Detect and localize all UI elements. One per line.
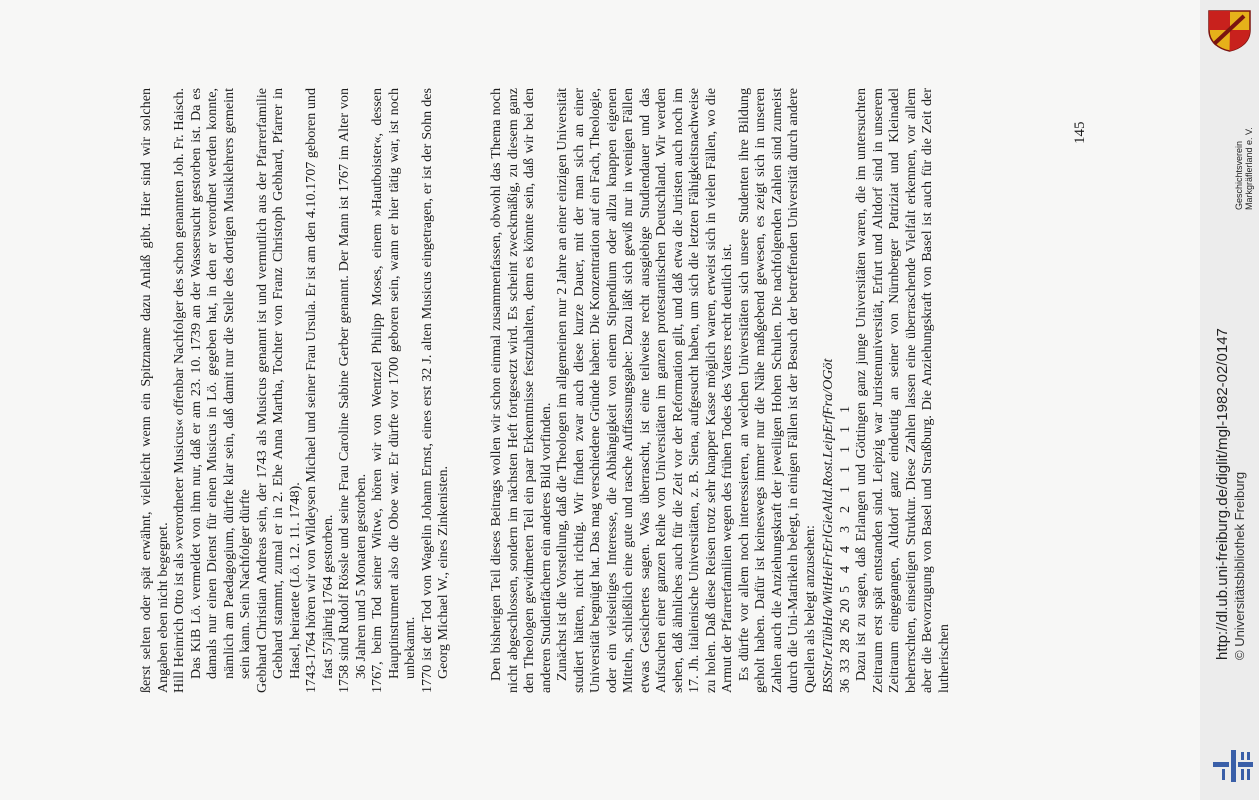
table-header: Ha/Wit [820,586,836,627]
table-cell: 1 [836,445,853,453]
table-header: Erf [820,414,836,433]
table-cell: 20 [836,598,853,613]
table-cell: 1 [836,425,853,433]
table-header: Rost. [820,458,836,487]
table-header: Göt [820,358,836,380]
source-url-link[interactable]: http://dl.ub.uni-freiburg.de/diglit/mgl-1982-02/0147 [1214,328,1231,660]
society-line: Geschichtsverein [1234,140,1244,210]
university-header-row [820,358,837,693]
table-cell: 28 [836,638,853,653]
table-cell: 1 [836,485,853,493]
table-cell: 33 [836,658,853,673]
entry-wagelin: 1770 ist der Tod von Wagelin Johann Ernst, eines erst 32 J. alten Musicus eingetragen, er ist der Sohn des Georg Michael W., eines Zinkenisten. [418,88,451,693]
table-cell: 4 [836,545,853,553]
table-header: Fra/O [820,379,836,415]
paragraph: Es dürfte vor allem noch interessieren, an welchen Universitäten sich unsere Studenten ihre Bildung geholt haben. Dafür ist keineswegs immer nur die Nähe maßgebend gewesen, es zeigt sich in unseren Zahlen auch die Anziehungskraft der jeweiligen Hohen Schulen. Die nachfolgenden Zahlen sind zumeist durch die Uni-Matrikeln belegt, in einigen Fällen ist der Besuch der betreffenden Universität durch andere Quellen als belegt anzusehen: [735,88,818,693]
table-header: Je [820,648,836,661]
ub-freiburg-logo-icon [1211,748,1255,784]
table-cell: 4 [836,565,853,573]
table-header: BS [820,677,836,693]
table-cell: 2 [836,505,853,513]
table-cell: 1 [836,465,853,473]
society-name [1234,127,1254,210]
entry-wentzel: 1767, beim Tod seiner Witwe, hören wir von Wentzel Philipp Moses, einem »Hautboister«, dessen Hauptinstrument also die Oboe war. Er dürfte vor 1700 geboren sein, wann er hier tätig war, ist noch unbekannt. [369,88,418,693]
table-cell: 36 [836,678,853,693]
table-header: Fr [820,552,836,567]
table-header: Altd. [820,486,836,514]
table-header: Gie [820,513,836,535]
paragraph: Zunächst ist die Vorstellung, daß die Theologen im allgemeinen nur 2 Jahre an einer einzigen Universität studiert hätten, nicht richtig. Wir finden zwar auch diese kurze Dauer, mit der man sich an einer Universität begnügt hat. Das mag verschiedene Gründe haben: Die Konzentration auf ein Fach, Theologie, oder ein vielseitiges Interesse, die Abhängigkeit von einem Stipendium oder allzu knappen eigenen Mitteln, schließlich eine gute und rasche Auffassungsgabe: Dazu läßt sich gewiß nur in wenigen Fällen etwas Gesichertes sagen. Was überrascht, ist eine teilweise recht ausgiebige Studiendauer und das Aufsuchen einer ganzen Reihe von Universitäten im ganzen protestantischen Deutschland. Wir werden sehen, daß ähnliches auch für die Zeit vor der Reformation gilt, und daß etwa die Juristen auch noch im 17. Jh. italienische Universitäten, z. B. Siena, aufgesucht haben, um sich die letzten Fähigkeitsnachweise zu holen. Daß diese Reisen trotz sehr knapper Kasse möglich waren, erweist sich in vielen Fällen, wo die Armut der Pfarrerfamilien wegen des frühen Todes des Vaters recht deutlich ist. [554,88,735,693]
table-cell: 26 [836,618,853,633]
table-cell: 5 [836,585,853,593]
table-header: Hei [820,566,836,587]
paragraph: Dazu ist zu sagen, daß Erlangen und Göttingen ganz junge Universitäten waren, die im untersuchten Zeitraum erst spät entstanden sind. Leipzig war Juristenuniversität, Erfurt und Altdorf sind in unserem Zeitraum eingegangen, Altdorf ganz eindeutig an seiner von Nürnberger Patriziat und Kleinadel beherrschten, einseitigen Struktur. Diese Zahlen lassen eine überraschende Vielfalt erkennen, vor allem aber die Bevorzugung von Basel und Straßburg. Die Anziehungskraft von Basel ist auch für die Zeit der lutherischen [853,88,952,693]
paragraph: ßerst selten oder spät erwähnt, vielleicht wenn ein Spitzname dazu Anlaß gibt. Hier sind wir solchen Angaben eben nicht begegnet. [138,88,171,693]
university-count-row [837,393,854,693]
entry-hill: Hill Heinrich Otto ist als »verordneter Musicus« offenbar Nachfolger des schon genannten Joh. Fr. Haisch. Das KiB Lö. vermeldet von ihm nur, daß er am 23. 10. 1739 an der Wassersucht gestorben ist. Da es damals nur einen Dienst für einen Musicus in Lö. gegeben hat, in den er verordnet werden konnte, nämlich am Paedagogium, dürfte klar sein, daß damit nur die Stelle des dortigen Musiklehrers gemeint sein kann. Sein Nachfolger dürfte [171,88,253,693]
page-number: 145 [1072,121,1088,144]
entry-wildeysen: 1743-1764 hören wir von Wildeysen Michael und seiner Frau Ursula. Er ist am den 4.10.1707 geboren und fast 57jährig 1764 gestorben. [303,88,336,693]
sidebar-labels [1200,0,1259,800]
paragraph: Den bisherigen Teil dieses Beitrags wollen wir schon einmal zusammenfassen, obwohl das Thema noch nicht abgeschlossen, sondern im nächsten Heft fortgesetzt wird. Es scheint zweckmäßig, zu diesem ganz den Theologen gewidmeten Teil ein paar Erkenntnisse festzuhalten, denn es könnte sein, daß wir bei den anderen Studienfächern ein anderes Bild vorfinden. [488,88,554,693]
entry-gebhard: Gebhard Christian Andreas sein, der 1743 als Musicus genannt ist und vermutlich aus der Pfarrerfamilie Gebhard stammt, zumal er in 2. Ehe Anna Martha, Tochter von Franz Christoph Gebhard, Pfarrer in Hasel, heiratete (Lö. 12. 11. 1748). [253,88,303,693]
table-header: Erl [820,534,836,553]
table-cell: 1 [836,405,853,413]
entry-roessle: 1758 sind Rudolf Rössle und seine Frau Caroline Sabine Gerber genannt. Der Mann ist 1767 im Alter von 36 Jahren und 5 Monaten gestorben. [336,88,369,693]
society-line: Markgräflerland e. V. [1244,127,1254,210]
table-header: Leip [820,433,836,459]
table-cell: 3 [836,525,853,533]
table-header: Str [820,660,836,678]
text-column-upper [138,88,452,693]
text-column-lower [488,88,952,693]
copyright-text: © Universitätsbibliothek Freiburg [1232,471,1247,660]
table-header: Tüb [820,626,836,649]
